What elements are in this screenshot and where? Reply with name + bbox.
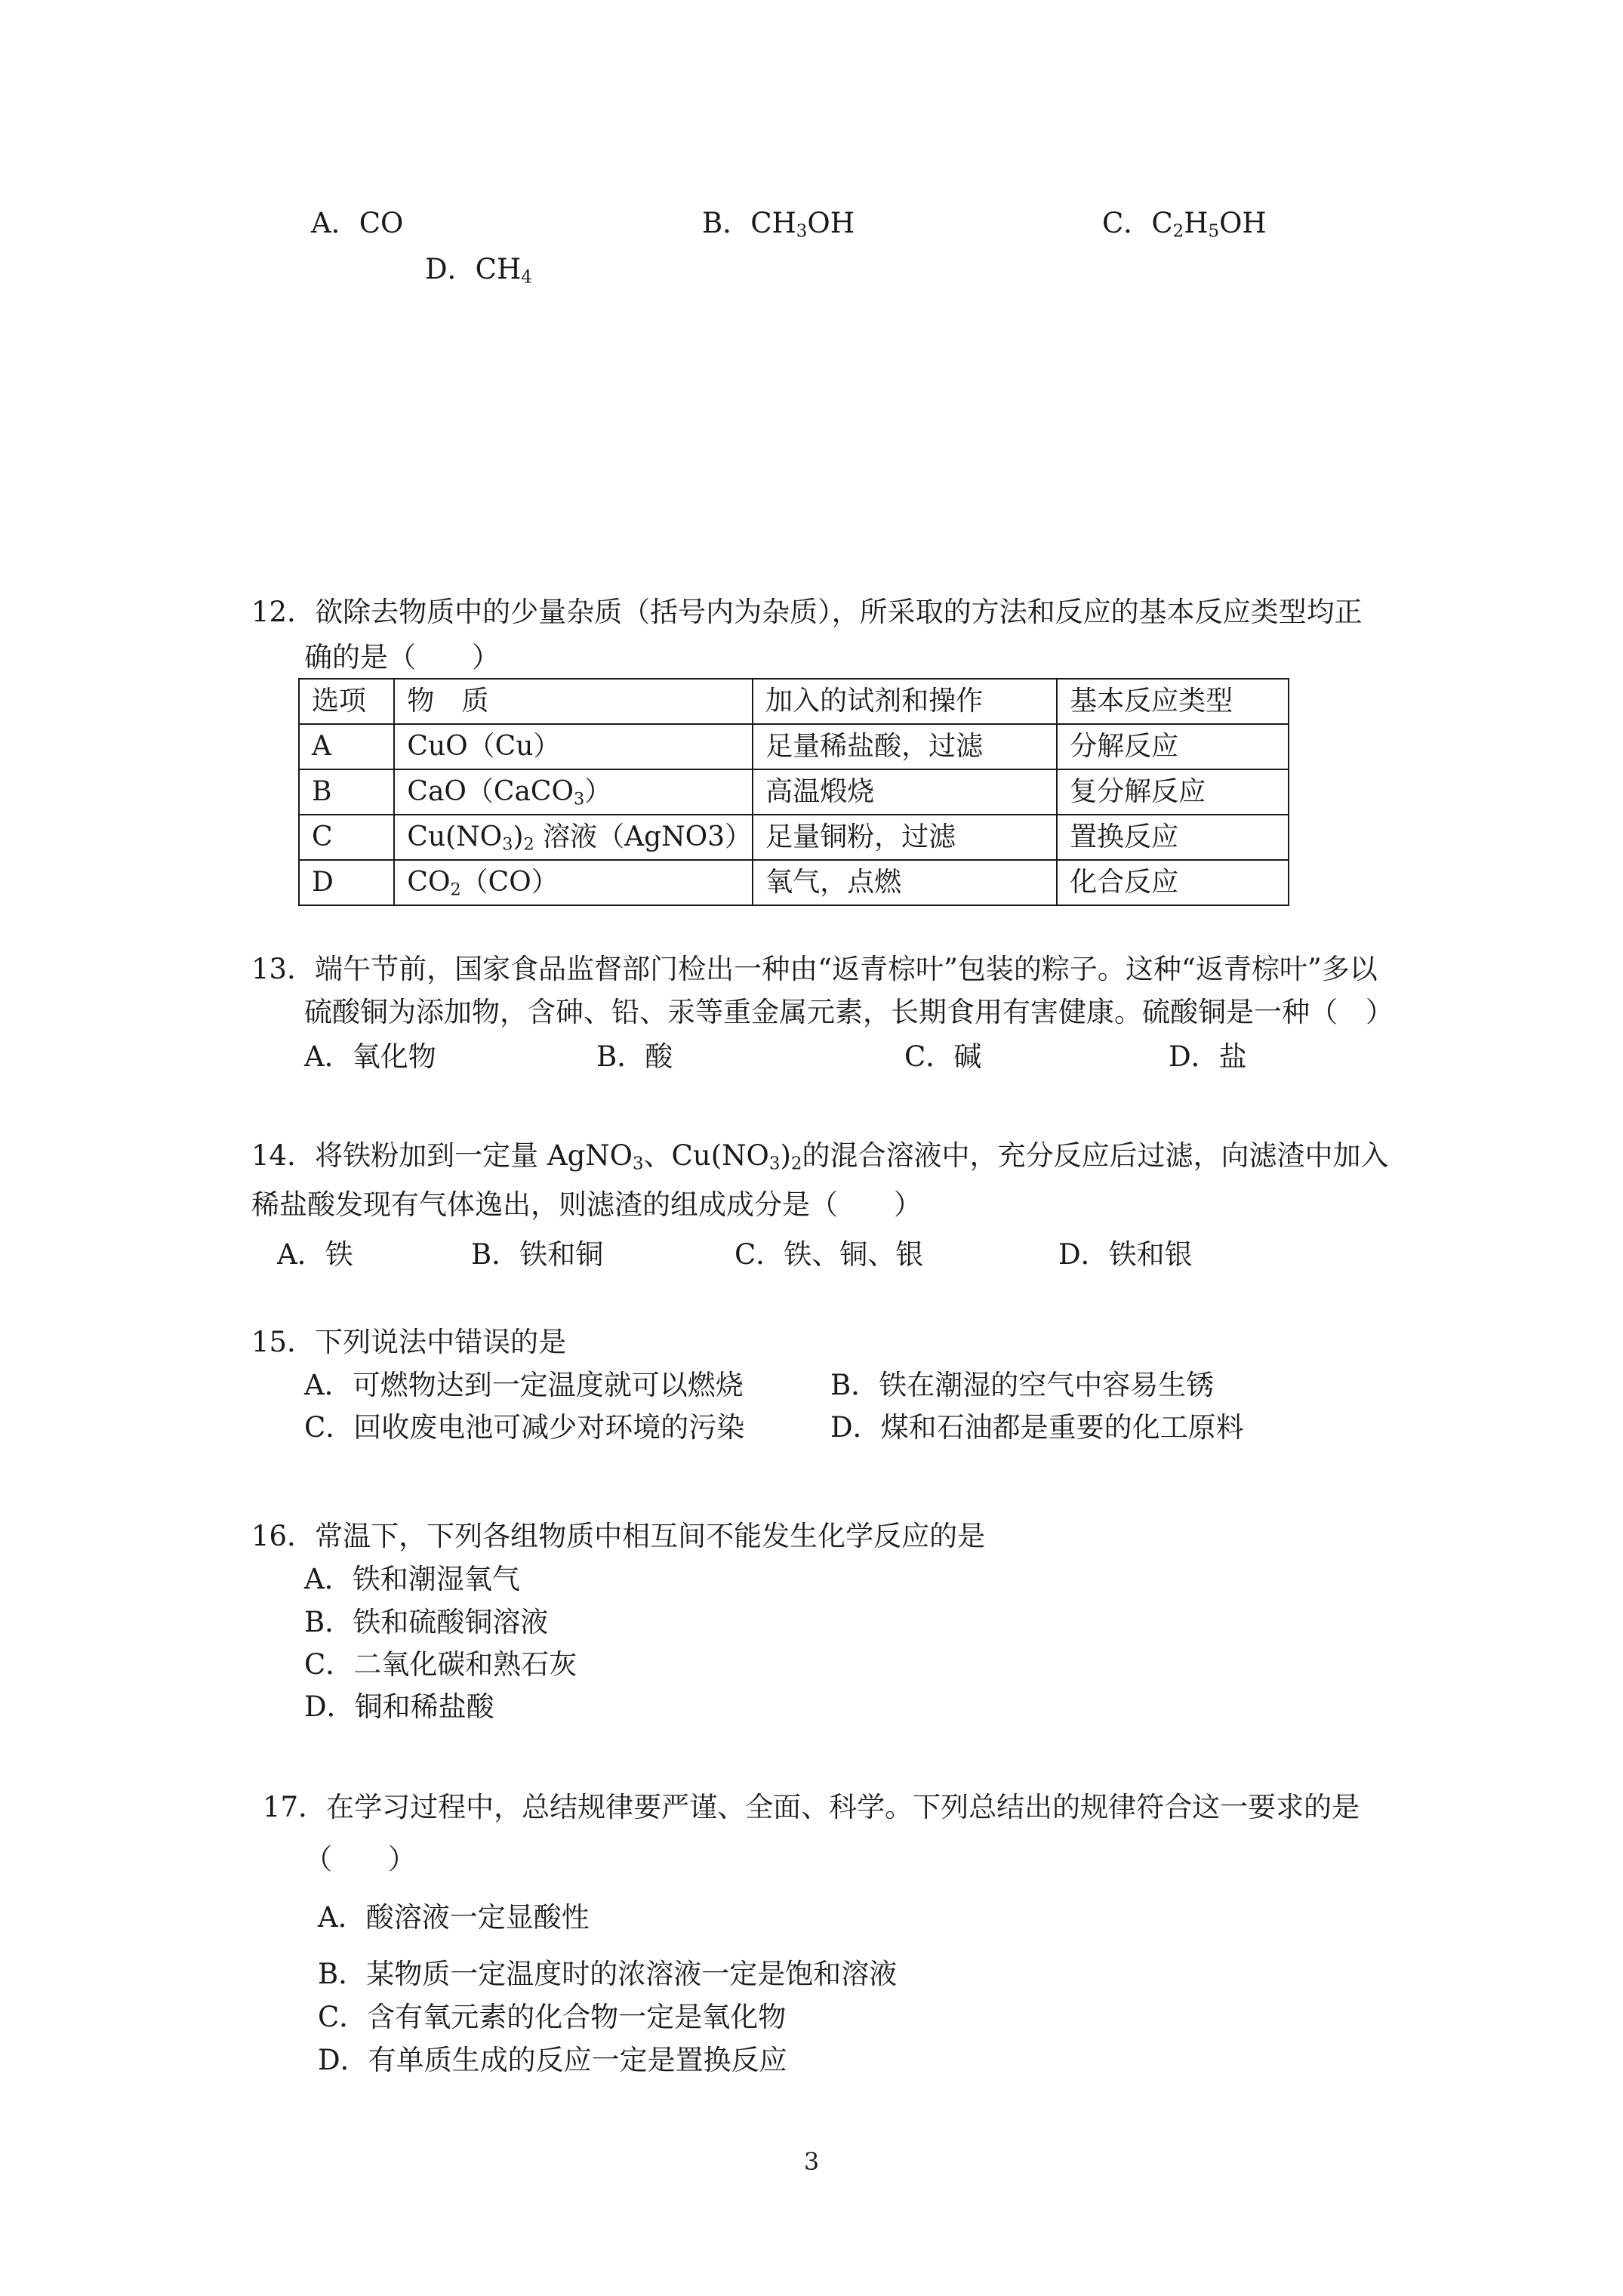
q11-option-c: C．$C_2H_5OH$ [1102,207,1267,242]
q15-option-c: C．回收废电池可减少对环境的污染 [304,1411,745,1444]
table-row [299,769,1289,815]
q15-option-b: B．铁在潮湿的空气中容易生锈 [830,1369,1215,1401]
q13-option-c: C．碱 [904,1040,982,1073]
q14-option-b: B．铁和铜 [471,1238,604,1271]
q14-stem-line2: 稀盐酸发现有气体逸出，则滤渣的组成成分是（ ） [251,1188,922,1221]
q14-stem-line1: 14．将铁粉加到一定量 AgNO$_3$、$Cu(NO_3)_2$的混合溶液中，充分反应后过滤，向滤渣中加入 [251,1139,1389,1174]
table-cell-substance: $CO_2(CO)$ [394,860,753,905]
q11-option-a: A．CO [311,207,404,239]
q11-option-b: B．$CH_3OH$ [702,207,855,242]
q11-option-d: D．$CH_4$ [425,253,532,288]
table-cell-substance: CuO（Cu） [394,724,753,769]
table-header-row [299,679,1289,724]
table-header-cell: 基本反应类型 [1057,679,1289,724]
q15-option-d: D．煤和石油都是重要的化工原料 [830,1411,1244,1444]
q14-option-c: C．铁、铜、银 [735,1238,924,1271]
table-row [299,860,1289,905]
q14-option-a: A．铁 [277,1238,353,1271]
table-cell-substance: $Cu(NO_3)_2$ 溶液（AgNO3） [394,815,753,860]
q17-answer-paren: （ ） [304,1843,416,1875]
q17-stem: 17．在学习过程中，总结规律要严谨、全面、科学。下列总结出的规律符合这一要求的是 [263,1791,1360,1823]
q16-stem: 16．常温下，下列各组物质中相互间不能发生化学反应的是 [251,1520,986,1552]
table-cell-option: C [299,815,394,860]
table-cell-reagent: 高温煅烧 [753,769,1057,815]
q17-option-b: B．某物质一定温度时的浓溶液一定是饱和溶液 [318,1958,898,1990]
table-row [299,815,1289,860]
q13-stem-line2: 硫酸铜为添加物，含砷、铅、汞等重金属元素，长期食用有害健康。硫酸铜是一种（ ） [304,996,1394,1028]
table-cell-option: A [299,724,394,769]
q12-stem-line1: 12．欲除去物质中的少量杂质（括号内为杂质），所采取的方法和反应的基本反应类型均正 [251,596,1363,628]
q15-option-a: A．可燃物达到一定温度就可以燃烧 [304,1369,744,1401]
q16-option-d: D．铜和稀盐酸 [304,1690,494,1723]
table-header-cell: 物 质 [394,679,753,724]
table-cell-type: 分解反应 [1057,724,1289,769]
page-number: 3 [803,2147,820,2176]
table-row [299,724,1289,769]
table-cell-reagent: 氧气，点燃 [753,860,1057,905]
table-cell-type: 化合反应 [1057,860,1289,905]
table-cell-reagent: 足量稀盐酸，过滤 [753,724,1057,769]
q15-stem: 15．下列说法中错误的是 [251,1326,567,1358]
q17-option-c: C．含有氧元素的化合物一定是氧化物 [318,2001,787,2033]
table-cell-option: B [299,769,394,815]
q13-stem-line1: 13．端午节前，国家食品监督部门检出一种由“返青棕叶”包装的粽子。这种“返青棕叶”多以 [251,953,1378,985]
q13-option-d: D．盐 [1169,1040,1247,1073]
q12-options-table [298,678,1289,906]
q17-option-a: A．酸溶液一定显酸性 [318,1901,590,1934]
table-header-cell: 选项 [299,679,394,724]
q16-option-b: B．铁和硫酸铜溶液 [304,1606,549,1638]
table-cell-reagent: 足量铜粉，过滤 [753,815,1057,860]
q16-option-a: A．铁和潮湿氧气 [304,1563,520,1595]
table-cell-option: D [299,860,394,905]
q13-option-b: B．酸 [596,1040,673,1073]
table-cell-type: 置换反应 [1057,815,1289,860]
q12-stem-line2: 确的是（ ） [304,641,500,673]
table-cell-substance: CaO（CaCO$_3$） [394,769,753,815]
table-cell-type: 复分解反应 [1057,769,1289,815]
table-header-cell: 加入的试剂和操作 [753,679,1057,724]
q13-option-a: A．氧化物 [304,1040,436,1073]
q17-option-d: D．有单质生成的反应一定是置换反应 [318,2044,787,2076]
q14-option-d: D．铁和银 [1058,1238,1193,1271]
q16-option-c: C．二氧化碳和熟石灰 [304,1648,577,1681]
